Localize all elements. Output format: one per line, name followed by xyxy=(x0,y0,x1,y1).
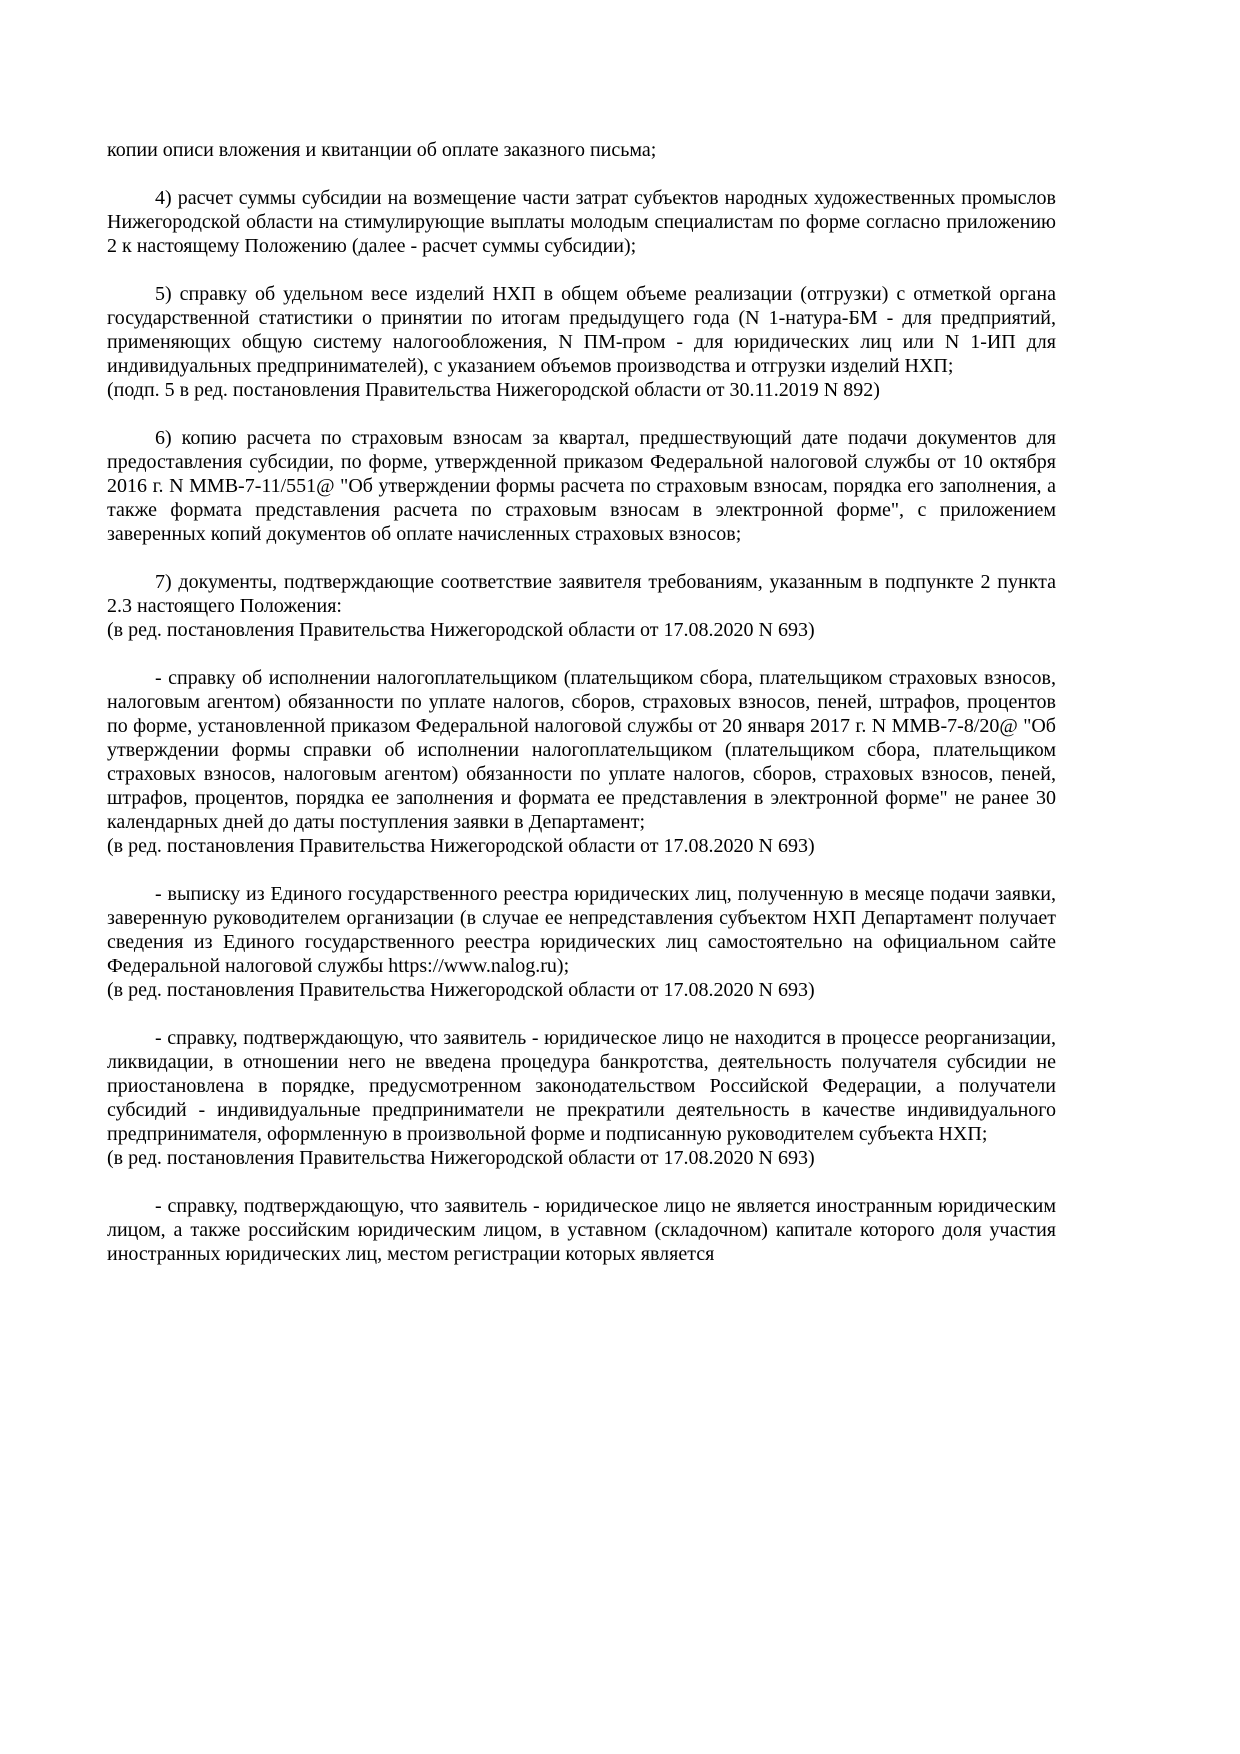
subparagraph-7: 7) документы, подтверждающие соответствие заявителя требованиям, указанным в подпункте 2 пункта 2.3 настоящего Положения: xyxy=(107,571,1056,617)
amendment-note-693: (в ред. постановления Правительства Нижегородской области от 17.08.2020 N 693) xyxy=(107,1147,815,1169)
subparagraph-6: 6) копию расчета по страховым взносам за квартал, предшествующий дате подачи документов для предоставления субсидии, по форме, утвержденной приказом Федеральной налоговой службы от 10 октября 2016 г. N ММВ-7-11/551@ "Об утверждении формы расчета по страховым взносам, порядка его заполнения, а также формата представления расчета по страховым взносам в электронной форме", с приложением заверенных копий документов об оплате начисленных страховых взносов; xyxy=(107,427,1056,545)
item-no-liquidation-certificate: - справку, подтверждающую, что заявитель - юридическое лицо не находится в процессе реорганизации, ликвидации, в отношении него не введена процедура банкротства, деятельность получателя субсидии не приостановлена в порядке, предусмотренном законодательством Российской Федерации, а получатели субсидий - индивидуальные предприниматели не прекратили деятельность в качестве индивидуального предпринимателя, оформленную в произвольной форме и подписанную руководителем субъекта НХП; xyxy=(107,1027,1056,1145)
continuation-text: копии описи вложения и квитанции об оплате заказного письма; xyxy=(107,139,657,161)
subparagraph-4: 4) расчет суммы субсидии на возмещение части затрат субъектов народных художественных промыслов Нижегородской области на стимулирующие выплаты молодым специалистам по форме согласно приложению 2 к настоящему Положению (далее - расчет суммы субсидии); xyxy=(107,187,1056,257)
amendment-note-693: (в ред. постановления Правительства Нижегородской области от 17.08.2020 N 693) xyxy=(107,619,815,641)
subparagraph-5: 5) справку об удельном весе изделий НХП в общем объеме реализации (отгрузки) с отметкой органа государственной статистики о принятии по итогам предыдущего года (N 1-натура-БМ - для предприятий, применяющих общую систему налогообложения, N ПМ-пром - для юридических лиц или N 1-ИП для индивидуальных предпринимателей), с указанием объемов производства и отгрузки изделий НХП; xyxy=(107,283,1056,377)
item-egrul-extract: - выписку из Единого государственного реестра юридических лиц, полученную в месяце подачи заявки, заверенную руководителем организации (в случае ее непредставления субъектом НХП Департамент получает сведения из Единого государственного реестра юридических лиц самостоятельно на официальном сайте Федеральной налоговой службы https://www.nalog.ru); xyxy=(107,883,1056,977)
amendment-note-693: (в ред. постановления Правительства Нижегородской области от 17.08.2020 N 693) xyxy=(107,835,815,857)
amendment-note-693: (в ред. постановления Правительства Нижегородской области от 17.08.2020 N 693) xyxy=(107,979,815,1001)
item-not-foreign-entity-certificate: - справку, подтверждающую, что заявитель - юридическое лицо не является иностранным юридическим лицом, а также российским юридическим лицом, в уставном (складочном) капитале которого доля участия иностранных юридических лиц, местом регистрации которых является xyxy=(107,1195,1056,1265)
item-tax-payment-certificate: - справку об исполнении налогоплательщиком (плательщиком сбора, плательщиком страховых взносов, налоговым агентом) обязанности по уплате налогов, сборов, страховых взносов, пеней, штрафов, процентов по форме, установленной приказом Федеральной налоговой службы от 20 января 2017 г. N ММВ-7-8/20@ "Об утверждении формы справки об исполнении налогоплательщиком (плательщиком сбора, плательщиком страховых взносов, налоговым агентом) обязанности по уплате налогов, сборов, страховых взносов, пеней, штрафов, процентов, порядка ее заполнения и формата ее представления в электронной форме" не ранее 30 календарных дней до даты поступления заявки в Департамент; xyxy=(107,667,1056,833)
amendment-note-892: (подп. 5 в ред. постановления Правительства Нижегородской области от 30.11.2019 N 892) xyxy=(107,379,880,401)
